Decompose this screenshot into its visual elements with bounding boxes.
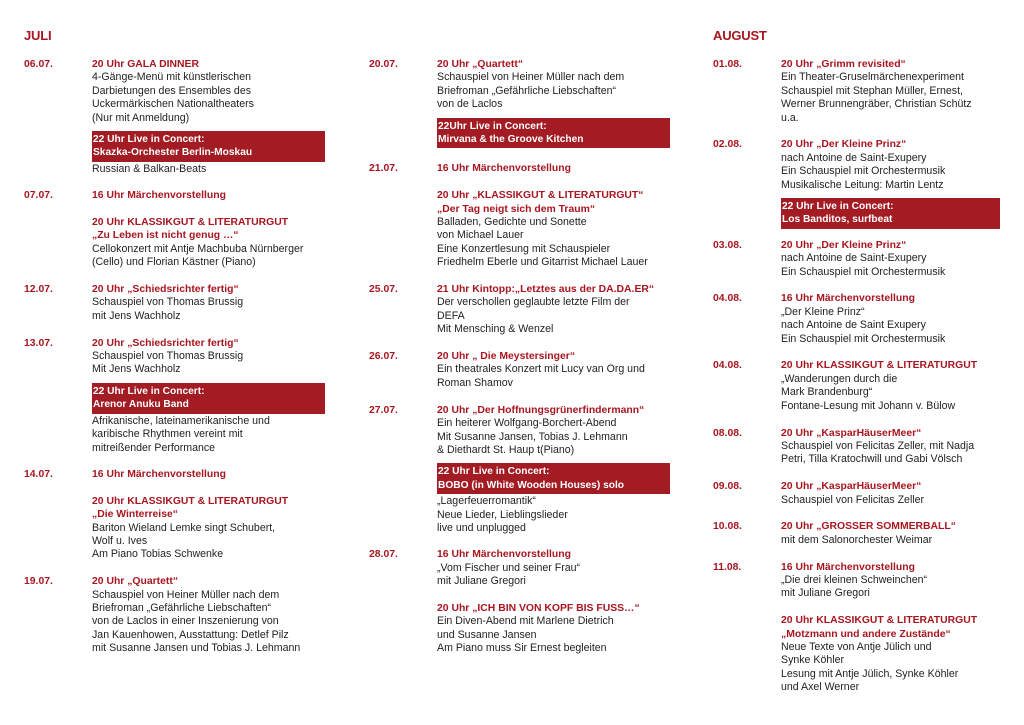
event-text: Ein Theater-Gruselmärchenexperiment xyxy=(781,71,964,84)
event-text: Ein Schauspiel mit Orchestermusik xyxy=(781,332,946,345)
concert-band: Skazka-Orchester Berlin-Moskau xyxy=(93,147,253,159)
event-text: mit Juliane Gregori xyxy=(437,575,526,588)
event-text: Schauspiel von Thomas Brussig xyxy=(92,296,244,309)
event-entry xyxy=(369,602,679,656)
event-text: DEFA xyxy=(437,309,465,322)
concert-description: mitreißender Performance xyxy=(92,441,216,454)
event-date: 25.07. xyxy=(369,284,398,296)
event-text: & Diethardt St. Haup t(Piano) xyxy=(437,443,575,456)
event-entry xyxy=(713,520,1013,547)
event-text: von Michael Lauer xyxy=(437,229,524,242)
event-text: Balladen, Gedichte und Sonette xyxy=(437,216,587,229)
event-entry xyxy=(713,58,1013,125)
event-date: 20.07. xyxy=(369,59,398,70)
event-entry xyxy=(369,162,679,175)
event-title: 20 Uhr „Der Hoffnungsgrünerfindermann“ xyxy=(437,404,645,416)
concert-description: „Lagerfeuerromantik“ xyxy=(437,495,536,508)
event-text: Briefroman „Gefährliche Liebschaften“ xyxy=(92,601,272,614)
event-list xyxy=(713,58,1013,695)
month-heading-juli: JULI xyxy=(24,28,52,43)
event-text: Schauspiel von Heiner Müller nach dem xyxy=(437,71,625,84)
event-text: und Susanne Jansen xyxy=(437,628,537,641)
event-title: 21 Uhr Kintopp:„Letztes aus der DA.DA.ER“ xyxy=(437,284,655,296)
event-subtitle: „Zu Leben ist nicht genug …“ xyxy=(92,230,239,242)
event-date: 10.08. xyxy=(713,521,742,533)
event-subtitle: „Motzmann und andere Zustände“ xyxy=(781,628,951,640)
concert-highlight-box xyxy=(437,463,670,494)
event-entry xyxy=(24,58,334,125)
event-text: Ein Schauspiel mit Orchestermusik xyxy=(781,265,946,278)
concert-title: 22Uhr Live in Concert: xyxy=(438,120,547,132)
event-entry xyxy=(713,614,1013,694)
event-text: Briefroman „Gefährliche Liebschaften“ xyxy=(437,84,617,97)
event-title: 20 Uhr „Quartett“ xyxy=(437,59,524,70)
event-date: 03.08. xyxy=(713,239,742,251)
event-date: 09.08. xyxy=(713,481,742,493)
event-text: nach Antoine de Saint-Exupery xyxy=(781,151,927,164)
event-date: 19.07. xyxy=(24,576,53,588)
event-text: Mit Jens Wachholz xyxy=(92,363,181,376)
event-date: 26.07. xyxy=(369,351,398,363)
concert-highlight-box xyxy=(437,118,670,149)
event-title: 20 Uhr „KLASSIKGUT & LITERATURGUT“ xyxy=(437,190,644,202)
event-text: nach Antoine de Saint-Exupery xyxy=(781,252,927,265)
event-title: 20 Uhr KLASSIKGUT & LITERATURGUT xyxy=(92,217,289,229)
event-text: Darbietungen des Ensembles des xyxy=(92,84,252,97)
event-text: u.a. xyxy=(781,111,799,124)
event-text: Mit Mensching & Wenzel xyxy=(437,323,554,336)
event-title: 20 Uhr „KasparHäuserMeer“ xyxy=(781,481,922,493)
event-list xyxy=(369,58,679,669)
event-entry xyxy=(713,427,1013,467)
event-date: 07.07. xyxy=(24,190,53,202)
event-text: „Der Kleine Prinz“ xyxy=(781,305,865,318)
event-entry xyxy=(369,404,679,458)
event-entry xyxy=(369,58,679,112)
event-text: Schauspiel von Felicitas Zeller, mit Nadja xyxy=(781,439,975,452)
event-date: 21.07. xyxy=(369,163,398,175)
event-title: 16 Uhr Märchenvorstellung xyxy=(437,163,571,175)
event-text: von de Laclos in einer Inszenierung von xyxy=(92,615,279,628)
event-text: Schauspiel von Thomas Brussig xyxy=(92,350,244,363)
event-date: 14.07. xyxy=(24,468,53,480)
event-date: 02.08. xyxy=(713,139,742,151)
event-title: 20 Uhr „Quartett“ xyxy=(92,576,179,588)
event-entry xyxy=(713,239,1013,279)
event-title: 20 Uhr KLASSIKGUT & LITERATURGUT xyxy=(781,615,978,627)
event-text: Bariton Wieland Lemke singt Schubert, xyxy=(92,521,276,534)
event-entry xyxy=(24,189,334,202)
event-title: 20 Uhr „Grimm revisited“ xyxy=(781,59,906,70)
concert-highlight-box xyxy=(92,383,325,414)
month-heading-august: AUGUST xyxy=(713,28,767,43)
event-text: und Axel Werner xyxy=(781,681,860,694)
event-text: Fontane-Lesung mit Johann v. Bülow xyxy=(781,399,956,412)
event-text: Am Piano muss Sir Ernest begleiten xyxy=(437,642,607,655)
concert-description: live und unplugged xyxy=(437,521,526,534)
event-text: Petri, Tilla Kratochwill und Gabi Völsch xyxy=(781,453,963,466)
event-text: (Nur mit Anmeldung) xyxy=(92,111,190,124)
event-text: von de Laclos xyxy=(437,98,503,111)
concert-description: karibische Rhythmen vereint mit xyxy=(92,428,243,441)
event-text: Roman Shamov xyxy=(437,376,513,389)
event-text: Mark Brandenburg“ xyxy=(781,386,873,399)
event-title: 20 Uhr KLASSIKGUT & LITERATURGUT xyxy=(781,360,978,372)
event-date: 13.07. xyxy=(24,337,53,349)
event-text: Ein Schauspiel mit Orchestermusik xyxy=(781,165,946,178)
concert-highlight-box xyxy=(781,198,1000,229)
event-title: 20 Uhr GALA DINNER xyxy=(92,59,199,70)
event-entry xyxy=(369,283,679,337)
event-title: 20 Uhr „ Die Meystersinger“ xyxy=(437,351,576,363)
event-entry xyxy=(24,575,334,655)
event-entry xyxy=(24,468,334,481)
event-text: Mit Susanne Jansen, Tobias J. Lehmann xyxy=(437,430,628,443)
event-entry xyxy=(713,561,1013,601)
event-entry xyxy=(24,283,334,323)
concert-title: 22 Uhr Live in Concert: xyxy=(438,466,550,478)
event-subtitle: „Der Tag neigt sich dem Traum“ xyxy=(437,203,596,215)
event-title: 16 Uhr Märchenvorstellung xyxy=(92,190,226,202)
concert-band: Mirvana & the Groove Kitchen xyxy=(438,134,584,146)
concert-title: 22 Uhr Live in Concert: xyxy=(93,385,205,397)
event-entry xyxy=(713,292,1013,346)
event-text: „Wanderungen durch die xyxy=(781,372,898,385)
concert-description: Neue Lieder, Lieblingslieder xyxy=(437,508,568,521)
event-date: 28.07. xyxy=(369,549,398,561)
event-text: mit Susanne Jansen und Tobias J. Lehmann xyxy=(92,642,301,655)
event-title: 20 Uhr „Schiedsrichter fertig“ xyxy=(92,284,239,296)
event-text: „Die drei kleinen Schweinchen“ xyxy=(781,573,928,586)
event-text: Werner Brunnengräber, Christian Schütz xyxy=(781,98,972,111)
event-title: 20 Uhr „ICH BIN VON KOPF BIS FUSS…“ xyxy=(437,602,640,614)
concert-title: 22 Uhr Live in Concert: xyxy=(782,201,894,213)
event-text: „Vom Fischer und seiner Frau“ xyxy=(437,561,581,574)
event-text: 4-Gänge-Menü mit künstlerischen xyxy=(92,71,251,84)
event-text: (Cello) und Florian Kästner (Piano) xyxy=(92,256,256,269)
event-text: Lesung mit Antje Jülich, Synke Köhler xyxy=(781,667,959,680)
event-text: Ein Diven-Abend mit Marlene Dietrich xyxy=(437,615,614,628)
event-date: 11.08. xyxy=(713,561,742,573)
event-title: 16 Uhr Märchenvorstellung xyxy=(437,549,571,561)
concert-description: Russian & Balkan-Beats xyxy=(92,162,207,175)
event-date: 01.08. xyxy=(713,59,742,70)
concert-band: Los Banditos, surfbeat xyxy=(782,214,893,226)
concert-title: 22 Uhr Live in Concert: xyxy=(93,134,205,146)
event-date: 12.07. xyxy=(24,284,53,296)
event-title: 20 Uhr „Der Kleine Prinz“ xyxy=(781,139,907,151)
event-title: 20 Uhr „Der Kleine Prinz“ xyxy=(781,239,907,251)
concert-highlight-box xyxy=(92,131,325,162)
event-entry xyxy=(24,337,334,377)
event-title: 20 Uhr „KasparHäuserMeer“ xyxy=(781,427,922,439)
event-entry xyxy=(24,216,334,270)
event-text: mit Juliane Gregori xyxy=(781,587,870,600)
event-title: 16 Uhr Märchenvorstellung xyxy=(92,468,226,480)
event-entry xyxy=(24,495,334,562)
event-text: Am Piano Tobias Schwenke xyxy=(92,548,224,561)
event-text: Ein theatrales Konzert mit Lucy van Org und xyxy=(437,363,645,376)
event-date: 06.07. xyxy=(24,59,53,70)
event-text: Neue Texte von Antje Jülich und xyxy=(781,640,932,653)
event-text: Cellokonzert mit Antje Machbuba Nürnberger xyxy=(92,242,304,255)
event-text: Schauspiel von Felicitas Zeller xyxy=(781,493,925,506)
event-entry xyxy=(713,480,1013,507)
event-text: Eine Konzertlesung mit Schauspieler xyxy=(437,242,611,255)
event-date: 27.07. xyxy=(369,404,398,416)
event-date: 04.08. xyxy=(713,293,742,305)
event-text: Musikalische Leitung: Martin Lentz xyxy=(781,178,944,191)
concert-band: Arenor Anuku Band xyxy=(93,399,189,411)
event-list xyxy=(24,58,334,669)
event-entry xyxy=(369,548,679,588)
event-text: nach Antoine de Saint Exupery xyxy=(781,319,926,332)
event-text: Wolf u. Ives xyxy=(92,534,148,547)
event-text: Friedhelm Eberle und Gitarrist Michael Lauer xyxy=(437,256,648,269)
event-subtitle: „Die Winterreise“ xyxy=(92,509,178,521)
event-title: 16 Uhr Märchenvorstellung xyxy=(781,561,915,573)
event-entry xyxy=(369,350,679,390)
event-text: Schauspiel von Heiner Müller nach dem xyxy=(92,588,280,601)
event-text: mit Jens Wachholz xyxy=(92,309,181,322)
event-text: Ein heiterer Wolfgang-Borchert-Abend xyxy=(437,417,617,430)
event-date: 08.08. xyxy=(713,427,742,439)
event-text: Schauspiel mit Stephan Müller, Ernest, xyxy=(781,84,963,97)
event-title: 20 Uhr „Schiedsrichter fertig“ xyxy=(92,337,239,349)
event-title: 20 Uhr KLASSIKGUT & LITERATURGUT xyxy=(92,495,289,507)
event-title: 20 Uhr „GROSSER SOMMERBALL“ xyxy=(781,521,956,533)
event-entry xyxy=(713,138,1013,192)
event-text: Synke Köhler xyxy=(781,654,845,667)
event-text: Jan Kauenhowen, Ausstattung: Detlef Pilz xyxy=(92,628,289,641)
event-date: 04.08. xyxy=(713,360,742,372)
concert-description: Afrikanische, lateinamerikanische und xyxy=(92,414,270,427)
event-text: mit dem Salonorchester Weimar xyxy=(781,533,933,546)
concert-band: BOBO (in White Wooden Houses) solo xyxy=(438,479,625,491)
event-title: 16 Uhr Märchenvorstellung xyxy=(781,293,915,305)
event-text: Der verschollen geglaubte letzte Film der xyxy=(437,296,630,309)
event-entry xyxy=(369,189,679,269)
event-entry xyxy=(713,359,1013,413)
event-text: Uckermärkischen Nationaltheaters xyxy=(92,98,254,111)
